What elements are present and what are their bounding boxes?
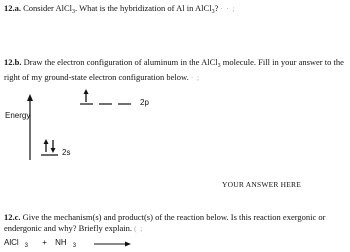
- reaction-plus: +: [42, 238, 47, 247]
- reaction-equation: [4, 238, 88, 249]
- question-12c-faint-marks: ( ;: [134, 225, 144, 233]
- question-12b-text-after: molecule. Fill in your answer to the right of my ground-state electron configuration below.: [4, 57, 344, 82]
- orbital-2s-label: 2s: [62, 148, 71, 157]
- reactant-2-sub: 3: [72, 243, 77, 249]
- question-12b-number: 12.b.: [4, 57, 22, 67]
- question-12a-faint-marks: · · ;: [220, 5, 236, 13]
- answer-placeholder[interactable]: YOUR ANSWER HERE: [222, 180, 302, 189]
- reaction-arrow-head: [125, 242, 131, 247]
- orbital-2p-label: 2p: [140, 98, 149, 107]
- question-12b-faint-marks: · ;: [190, 74, 200, 82]
- question-12a-number: 12.a.: [4, 3, 21, 13]
- question-12b-text-before: Draw the electron configuration of aluminum in the AlCl: [23, 57, 218, 67]
- question-12c: [4, 212, 344, 235]
- question-12a-text-end: ?: [214, 3, 219, 13]
- question-12c-number: 12.c.: [4, 212, 21, 222]
- reactant-2-formula: NH: [55, 238, 67, 247]
- energy-label: Energy: [5, 111, 31, 120]
- reactant-2: [55, 238, 82, 247]
- question-12a-sub2: 3: [211, 9, 215, 15]
- question-12b-sub: 3: [217, 63, 221, 69]
- reactant-1-formula: AlCl: [4, 238, 19, 247]
- question-12a-text-before: Consider AlCl: [23, 3, 73, 13]
- reactant-1-sub: 3: [24, 243, 29, 249]
- question-12c-text: Give the mechanism(s) and product(s) of the reaction below. Is this reaction exergonic or endergonic and why? Briefly explain.: [4, 212, 326, 233]
- electron-2s-down-head: [51, 148, 56, 153]
- energy-axis-arrowhead: [27, 94, 33, 101]
- question-12a-text-mid: . What is the hybridization of Al in AlCl: [75, 3, 212, 13]
- electron-2p-up-head: [84, 89, 89, 94]
- question-12a-sub1: 3: [72, 9, 76, 15]
- electron-2s-up-head: [44, 139, 49, 144]
- reactant-1: [4, 238, 34, 247]
